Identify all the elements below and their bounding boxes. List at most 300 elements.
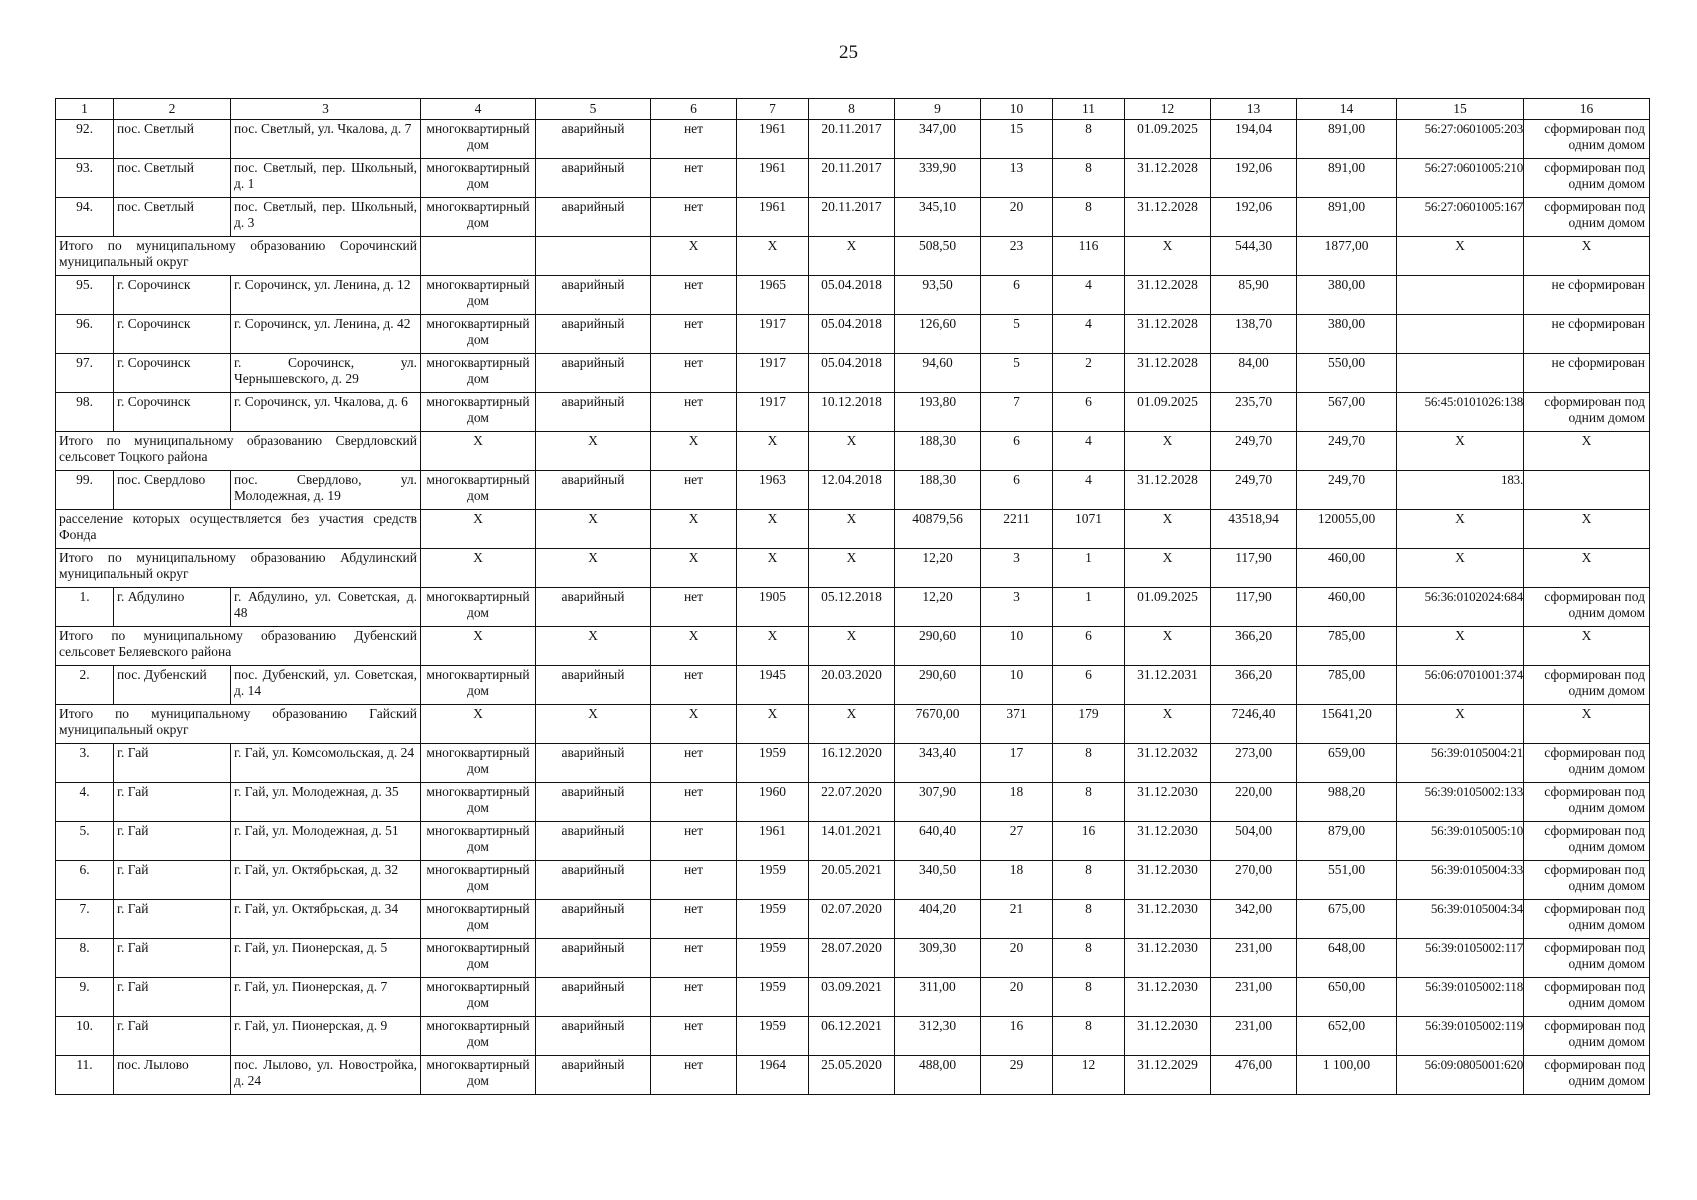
recognition-date-cell: 10.12.2018 — [809, 393, 895, 432]
cadastral-number-cell: 56:39:0105002:118 — [1397, 978, 1524, 1017]
building-status-cell: аварийный — [536, 666, 651, 705]
apartments-cell: 6 — [1053, 666, 1125, 705]
settlement-cell: пос. Светлый — [114, 159, 231, 198]
cultural-heritage-cell: нет — [651, 159, 737, 198]
settlement-cell: г. Гай — [114, 822, 231, 861]
residents-cell: 29 — [981, 1056, 1053, 1095]
building-status-cell: аварийный — [536, 900, 651, 939]
apartments-cell: 8 — [1053, 978, 1125, 1017]
address-cell: пос. Лылово, ул. Новостройка, д. 24 — [231, 1056, 421, 1095]
building-type-cell: многоквартирный дом — [421, 315, 536, 354]
column-number-header: 13 — [1211, 99, 1297, 120]
lot-area-cell: 249,70 — [1297, 471, 1397, 510]
recognition-date-cell: 05.04.2018 — [809, 354, 895, 393]
land-area-cell: 231,00 — [1211, 1017, 1297, 1056]
apartments-cell: 4 — [1053, 471, 1125, 510]
build-year-cell: 1961 — [737, 159, 809, 198]
lot-area-cell: 460,00 — [1297, 588, 1397, 627]
residents-cell: 27 — [981, 822, 1053, 861]
resettlement-date-cell: X — [1125, 432, 1211, 471]
recognition-date-cell: 25.05.2020 — [809, 1056, 895, 1095]
resettlement-date-cell: 01.09.2025 — [1125, 393, 1211, 432]
column-number-row — [56, 99, 1650, 120]
address-cell: г. Гай, ул. Комсомольская, д. 24 — [231, 744, 421, 783]
building-status-cell: аварийный — [536, 471, 651, 510]
recognition-date-cell: 06.12.2021 — [809, 1017, 895, 1056]
land-status-cell: сформирован под одним домом — [1524, 900, 1650, 939]
row-number-cell: 5. — [56, 822, 114, 861]
land-status-cell: не сформирован — [1524, 354, 1650, 393]
land-status-cell: X — [1524, 705, 1650, 744]
lot-area-cell: 249,70 — [1297, 432, 1397, 471]
building-status-cell: аварийный — [536, 276, 651, 315]
resettlement-date-cell: X — [1125, 510, 1211, 549]
building-type-cell: многоквартирный дом — [421, 393, 536, 432]
apartments-cell: 16 — [1053, 822, 1125, 861]
cultural-heritage-cell: X — [651, 432, 737, 471]
resettlement-date-cell: 31.12.2030 — [1125, 978, 1211, 1017]
building-type-cell: многоквартирный дом — [421, 198, 536, 237]
row-number-cell: 7. — [56, 900, 114, 939]
settlement-cell: г. Гай — [114, 1017, 231, 1056]
residents-cell: 3 — [981, 549, 1053, 588]
column-number-header: 15 — [1397, 99, 1524, 120]
land-area-cell: 192,06 — [1211, 159, 1297, 198]
lot-area-cell: 550,00 — [1297, 354, 1397, 393]
land-status-cell: сформирован под одним домом — [1524, 939, 1650, 978]
table-row — [56, 783, 1650, 822]
cadastral-number-cell: 56:45:0101026:138 — [1397, 393, 1524, 432]
settlement-cell: г. Сорочинск — [114, 393, 231, 432]
apartments-cell: 8 — [1053, 120, 1125, 159]
residents-cell: 23 — [981, 237, 1053, 276]
summary-label: Итого по муниципальному образованию Гайский муниципальный округ — [56, 705, 421, 744]
land-status-cell: сформирован под одним домом — [1524, 978, 1650, 1017]
land-area-cell: 7246,40 — [1211, 705, 1297, 744]
settlement-cell: г. Гай — [114, 861, 231, 900]
table-row — [56, 666, 1650, 705]
lot-area-cell: 891,00 — [1297, 120, 1397, 159]
building-type-cell: многоквартирный дом — [421, 822, 536, 861]
land-area-cell: 544,30 — [1211, 237, 1297, 276]
summary-row — [56, 432, 1650, 471]
address-cell: пос. Свердлово, ул. Молодежная, д. 19 — [231, 471, 421, 510]
build-year-cell: 1960 — [737, 783, 809, 822]
lot-area-cell: 460,00 — [1297, 549, 1397, 588]
settlement-cell: пос. Светлый — [114, 198, 231, 237]
cultural-heritage-cell: нет — [651, 822, 737, 861]
cultural-heritage-cell: X — [651, 705, 737, 744]
cadastral-number-cell — [1397, 276, 1524, 315]
lot-area-cell: 551,00 — [1297, 861, 1397, 900]
building-type-cell: многоквартирный дом — [421, 1017, 536, 1056]
recognition-date-cell: 20.05.2021 — [809, 861, 895, 900]
land-area-cell: 194,04 — [1211, 120, 1297, 159]
recognition-date-cell: 16.12.2020 — [809, 744, 895, 783]
recognition-date-cell: 02.07.2020 — [809, 900, 895, 939]
apartments-cell: 8 — [1053, 1017, 1125, 1056]
area-cell: 307,90 — [895, 783, 981, 822]
area-cell: 345,10 — [895, 198, 981, 237]
recognition-date-cell: X — [809, 705, 895, 744]
residents-cell: 15 — [981, 120, 1053, 159]
land-status-cell: не сформирован — [1524, 276, 1650, 315]
summary-label: Итого по муниципальному образованию Дубенский сельсовет Беляевского района — [56, 627, 421, 666]
land-area-cell: 220,00 — [1211, 783, 1297, 822]
apartments-cell: 8 — [1053, 783, 1125, 822]
land-area-cell: 192,06 — [1211, 198, 1297, 237]
resettlement-date-cell: 31.12.2028 — [1125, 471, 1211, 510]
row-number-cell: 10. — [56, 1017, 114, 1056]
building-status-cell — [536, 237, 651, 276]
area-cell: 93,50 — [895, 276, 981, 315]
building-type-cell: многоквартирный дом — [421, 471, 536, 510]
table-row — [56, 978, 1650, 1017]
row-number-cell: 97. — [56, 354, 114, 393]
building-type-cell: многоквартирный дом — [421, 861, 536, 900]
building-type-cell: многоквартирный дом — [421, 120, 536, 159]
building-type-cell: многоквартирный дом — [421, 276, 536, 315]
building-type-cell: многоквартирный дом — [421, 1056, 536, 1095]
build-year-cell: 1963 — [737, 471, 809, 510]
lot-area-cell: 380,00 — [1297, 276, 1397, 315]
settlement-cell: пос. Свердлово — [114, 471, 231, 510]
recognition-date-cell: 20.11.2017 — [809, 198, 895, 237]
building-type-cell: X — [421, 627, 536, 666]
build-year-cell: 1917 — [737, 354, 809, 393]
table-row — [56, 1017, 1650, 1056]
cadastral-number-cell: 56:39:0105002:133 — [1397, 783, 1524, 822]
address-cell: г. Сорочинск, ул. Ленина, д. 42 — [231, 315, 421, 354]
address-cell: г. Гай, ул. Молодежная, д. 51 — [231, 822, 421, 861]
residents-cell: 10 — [981, 666, 1053, 705]
cultural-heritage-cell: нет — [651, 276, 737, 315]
build-year-cell: X — [737, 510, 809, 549]
residents-cell: 20 — [981, 198, 1053, 237]
column-number-header: 4 — [421, 99, 536, 120]
build-year-cell: 1945 — [737, 666, 809, 705]
row-number-cell: 11. — [56, 1056, 114, 1095]
resettlement-date-cell: X — [1125, 549, 1211, 588]
building-status-cell: аварийный — [536, 861, 651, 900]
apartments-cell: 116 — [1053, 237, 1125, 276]
apartments-cell: 1 — [1053, 588, 1125, 627]
apartments-cell: 6 — [1053, 627, 1125, 666]
land-status-cell: сформирован под одним домом — [1524, 861, 1650, 900]
build-year-cell: X — [737, 432, 809, 471]
resettlement-date-cell: 31.12.2030 — [1125, 822, 1211, 861]
table-row — [56, 354, 1650, 393]
row-number-cell: 2. — [56, 666, 114, 705]
resettlement-date-cell: X — [1125, 627, 1211, 666]
building-type-cell: X — [421, 510, 536, 549]
build-year-cell: 1959 — [737, 939, 809, 978]
column-number-header: 9 — [895, 99, 981, 120]
build-year-cell: X — [737, 705, 809, 744]
residents-cell: 18 — [981, 861, 1053, 900]
apartments-cell: 1071 — [1053, 510, 1125, 549]
table-row — [56, 471, 1650, 510]
build-year-cell: X — [737, 627, 809, 666]
cultural-heritage-cell: нет — [651, 588, 737, 627]
address-cell: г. Гай, ул. Пионерская, д. 5 — [231, 939, 421, 978]
area-cell: 508,50 — [895, 237, 981, 276]
recognition-date-cell: 14.01.2021 — [809, 822, 895, 861]
cadastral-number-cell: 56:27:0601005:203 — [1397, 120, 1524, 159]
settlement-cell: г. Сорочинск — [114, 276, 231, 315]
cadastral-number-cell: 56:39:0105004:34 — [1397, 900, 1524, 939]
settlement-cell: г. Сорочинск — [114, 315, 231, 354]
area-cell: 188,30 — [895, 432, 981, 471]
cadastral-number-cell: 56:39:0105002:117 — [1397, 939, 1524, 978]
column-number-header: 1 — [56, 99, 114, 120]
residents-cell: 7 — [981, 393, 1053, 432]
resettlement-date-cell: 31.12.2032 — [1125, 744, 1211, 783]
building-status-cell: X — [536, 432, 651, 471]
lot-area-cell: 785,00 — [1297, 627, 1397, 666]
residents-cell: 13 — [981, 159, 1053, 198]
cultural-heritage-cell: нет — [651, 900, 737, 939]
table-row — [56, 900, 1650, 939]
cultural-heritage-cell: нет — [651, 1056, 737, 1095]
page-number: 25 — [839, 42, 858, 63]
area-cell: 488,00 — [895, 1056, 981, 1095]
resettlement-date-cell: 31.12.2031 — [1125, 666, 1211, 705]
land-status-cell: не сформирован — [1524, 315, 1650, 354]
row-number-cell: 99. — [56, 471, 114, 510]
land-status-cell: сформирован под одним домом — [1524, 159, 1650, 198]
apartments-cell: 8 — [1053, 861, 1125, 900]
cadastral-number-cell — [1397, 315, 1524, 354]
column-number-header: 7 — [737, 99, 809, 120]
apartments-cell: 12 — [1053, 1056, 1125, 1095]
residents-cell: 5 — [981, 315, 1053, 354]
address-cell: пос. Светлый, ул. Чкалова, д. 7 — [231, 120, 421, 159]
cadastral-number-cell: 56:09:0805001:620 — [1397, 1056, 1524, 1095]
residents-cell: 6 — [981, 276, 1053, 315]
building-type-cell: многоквартирный дом — [421, 900, 536, 939]
address-cell: г. Гай, ул. Октябрьская, д. 32 — [231, 861, 421, 900]
resettlement-date-cell: 31.12.2030 — [1125, 900, 1211, 939]
cultural-heritage-cell: нет — [651, 354, 737, 393]
residents-cell: 21 — [981, 900, 1053, 939]
apartments-cell: 2 — [1053, 354, 1125, 393]
building-status-cell: аварийный — [536, 1056, 651, 1095]
row-number-cell: 98. — [56, 393, 114, 432]
resettlement-date-cell: 31.12.2030 — [1125, 783, 1211, 822]
apartments-cell: 1 — [1053, 549, 1125, 588]
address-cell: пос. Светлый, пер. Школьный, д. 3 — [231, 198, 421, 237]
settlement-cell: пос. Лылово — [114, 1056, 231, 1095]
resettlement-date-cell: 31.12.2028 — [1125, 198, 1211, 237]
address-cell: г. Гай, ул. Пионерская, д. 7 — [231, 978, 421, 1017]
cadastral-number-cell: 56:39:0105004:21 — [1397, 744, 1524, 783]
area-cell: 404,20 — [895, 900, 981, 939]
apartments-cell: 8 — [1053, 159, 1125, 198]
lot-area-cell: 659,00 — [1297, 744, 1397, 783]
area-cell: 340,50 — [895, 861, 981, 900]
row-number-cell: 1. — [56, 588, 114, 627]
area-cell: 312,30 — [895, 1017, 981, 1056]
land-area-cell: 273,00 — [1211, 744, 1297, 783]
recognition-date-cell: 20.11.2017 — [809, 159, 895, 198]
apartments-cell: 8 — [1053, 744, 1125, 783]
lot-area-cell: 648,00 — [1297, 939, 1397, 978]
cultural-heritage-cell: X — [651, 627, 737, 666]
cultural-heritage-cell: X — [651, 237, 737, 276]
settlement-cell: пос. Дубенский — [114, 666, 231, 705]
row-number-cell: 93. — [56, 159, 114, 198]
summary-label: расселение которых осуществляется без участия средств Фонда — [56, 510, 421, 549]
building-status-cell: X — [536, 510, 651, 549]
building-status-cell: аварийный — [536, 120, 651, 159]
area-cell: 94,60 — [895, 354, 981, 393]
building-type-cell: многоквартирный дом — [421, 783, 536, 822]
area-cell: 347,00 — [895, 120, 981, 159]
land-area-cell: 117,90 — [1211, 549, 1297, 588]
resettlement-date-cell: 01.09.2025 — [1125, 588, 1211, 627]
row-number-cell: 4. — [56, 783, 114, 822]
cadastral-number-cell: X — [1397, 510, 1524, 549]
table-row — [56, 939, 1650, 978]
build-year-cell: 1961 — [737, 120, 809, 159]
residents-cell: 371 — [981, 705, 1053, 744]
cadastral-number-cell: 56:27:0601005:167 — [1397, 198, 1524, 237]
land-area-cell: 476,00 — [1211, 1056, 1297, 1095]
residents-cell: 20 — [981, 939, 1053, 978]
land-area-cell: 231,00 — [1211, 939, 1297, 978]
cadastral-number-cell: 56:06:0701001:374 — [1397, 666, 1524, 705]
resettlement-date-cell: 31.12.2030 — [1125, 861, 1211, 900]
land-status-cell: сформирован под одним домом — [1524, 1056, 1650, 1095]
build-year-cell: 1959 — [737, 1017, 809, 1056]
area-cell: 12,20 — [895, 588, 981, 627]
area-cell: 126,60 — [895, 315, 981, 354]
cadastral-number-cell — [1397, 354, 1524, 393]
cultural-heritage-cell: нет — [651, 1017, 737, 1056]
land-area-cell: 366,20 — [1211, 666, 1297, 705]
land-area-cell: 138,70 — [1211, 315, 1297, 354]
building-type-cell: многоквартирный дом — [421, 666, 536, 705]
lot-area-cell: 879,00 — [1297, 822, 1397, 861]
table-row — [56, 588, 1650, 627]
address-cell: пос. Дубенский, ул. Советская, д. 14 — [231, 666, 421, 705]
cultural-heritage-cell: нет — [651, 120, 737, 159]
recognition-date-cell: X — [809, 237, 895, 276]
cultural-heritage-cell: нет — [651, 939, 737, 978]
cadastral-number-cell: X — [1397, 549, 1524, 588]
column-number-header: 11 — [1053, 99, 1125, 120]
resettlement-date-cell: X — [1125, 705, 1211, 744]
recognition-date-cell: X — [809, 510, 895, 549]
building-type-cell: многоквартирный дом — [421, 939, 536, 978]
address-cell: г. Гай, ул. Молодежная, д. 35 — [231, 783, 421, 822]
land-status-cell: сформирован под одним домом — [1524, 120, 1650, 159]
recognition-date-cell: X — [809, 549, 895, 588]
lot-area-cell: 785,00 — [1297, 666, 1397, 705]
residents-cell: 10 — [981, 627, 1053, 666]
address-cell: пос. Светлый, пер. Школьный, д. 1 — [231, 159, 421, 198]
settlement-cell: г. Гай — [114, 900, 231, 939]
building-status-cell: X — [536, 627, 651, 666]
cadastral-number-cell: 56:39:0105002:119 — [1397, 1017, 1524, 1056]
building-type-cell: многоквартирный дом — [421, 159, 536, 198]
apartments-cell: 179 — [1053, 705, 1125, 744]
settlement-cell: г. Гай — [114, 939, 231, 978]
row-number-cell: 96. — [56, 315, 114, 354]
table-row — [56, 159, 1650, 198]
resettlement-date-cell: 31.12.2028 — [1125, 276, 1211, 315]
residents-cell: 17 — [981, 744, 1053, 783]
land-status-cell: X — [1524, 510, 1650, 549]
area-cell: 188,30 — [895, 471, 981, 510]
land-area-cell: 249,70 — [1211, 432, 1297, 471]
housing-register-table — [55, 98, 1650, 1095]
build-year-cell: 1961 — [737, 198, 809, 237]
land-status-cell: X — [1524, 549, 1650, 588]
build-year-cell: 1917 — [737, 393, 809, 432]
building-status-cell: аварийный — [536, 822, 651, 861]
area-cell: 343,40 — [895, 744, 981, 783]
resettlement-date-cell: 31.12.2028 — [1125, 315, 1211, 354]
cultural-heritage-cell: нет — [651, 666, 737, 705]
cultural-heritage-cell: X — [651, 549, 737, 588]
column-number-header: 5 — [536, 99, 651, 120]
area-cell: 311,00 — [895, 978, 981, 1017]
recognition-date-cell: X — [809, 432, 895, 471]
land-area-cell: 117,90 — [1211, 588, 1297, 627]
apartments-cell: 4 — [1053, 276, 1125, 315]
recognition-date-cell: 22.07.2020 — [809, 783, 895, 822]
land-status-cell: сформирован под одним домом — [1524, 198, 1650, 237]
land-status-cell: X — [1524, 237, 1650, 276]
building-status-cell: X — [536, 549, 651, 588]
address-cell: г. Сорочинск, ул. Чкалова, д. 6 — [231, 393, 421, 432]
cadastral-number-cell: X — [1397, 432, 1524, 471]
settlement-cell: пос. Светлый — [114, 120, 231, 159]
resettlement-date-cell: X — [1125, 237, 1211, 276]
land-status-cell: сформирован под одним домом — [1524, 666, 1650, 705]
address-cell: г. Сорочинск, ул. Чернышевского, д. 29 — [231, 354, 421, 393]
land-status-cell: X — [1524, 432, 1650, 471]
cadastral-number-cell: X — [1397, 237, 1524, 276]
recognition-date-cell: 03.09.2021 — [809, 978, 895, 1017]
build-year-cell: 1959 — [737, 744, 809, 783]
row-number-cell: 3. — [56, 744, 114, 783]
address-cell: г. Абдулино, ул. Советская, д. 48 — [231, 588, 421, 627]
resettlement-date-cell: 31.12.2028 — [1125, 159, 1211, 198]
recognition-date-cell: 28.07.2020 — [809, 939, 895, 978]
lot-area-cell: 988,20 — [1297, 783, 1397, 822]
building-status-cell: аварийный — [536, 939, 651, 978]
area-cell: 309,30 — [895, 939, 981, 978]
land-area-cell: 270,00 — [1211, 861, 1297, 900]
recognition-date-cell: 20.03.2020 — [809, 666, 895, 705]
settlement-cell: г. Сорочинск — [114, 354, 231, 393]
recognition-date-cell: 12.04.2018 — [809, 471, 895, 510]
building-status-cell: аварийный — [536, 159, 651, 198]
row-number-cell: 9. — [56, 978, 114, 1017]
building-status-cell: аварийный — [536, 588, 651, 627]
lot-area-cell: 891,00 — [1297, 159, 1397, 198]
cultural-heritage-cell: нет — [651, 744, 737, 783]
summary-row — [56, 705, 1650, 744]
recognition-date-cell: 20.11.2017 — [809, 120, 895, 159]
build-year-cell: X — [737, 549, 809, 588]
resettlement-date-cell: 31.12.2029 — [1125, 1056, 1211, 1095]
building-type-cell: X — [421, 432, 536, 471]
cultural-heritage-cell: нет — [651, 471, 737, 510]
